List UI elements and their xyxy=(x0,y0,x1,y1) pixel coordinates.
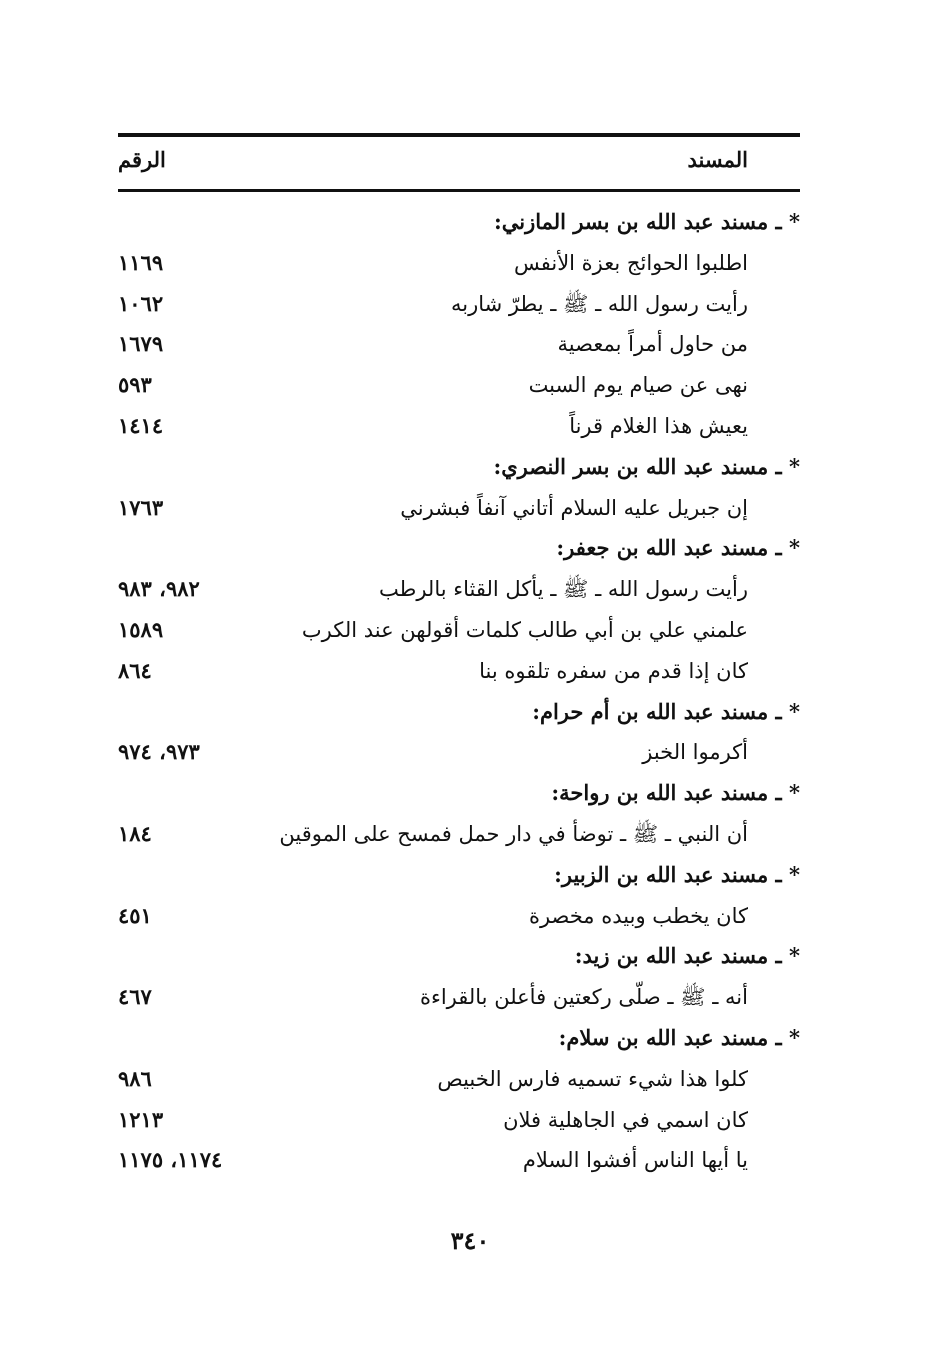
hadith-number: ١١٦٩ xyxy=(118,249,164,275)
index-page xyxy=(118,133,800,1181)
section-title: * ـ مسند عبد الله بن زيد: xyxy=(574,943,800,969)
section-heading xyxy=(118,202,800,243)
hadith-text: من حاول أمراً بمعصية xyxy=(557,332,748,357)
hadith-text: كان يخطب وبيده مخصرة xyxy=(528,903,748,928)
list-item xyxy=(118,284,800,325)
hadith-text: علمني علي بن أبي طالب كلمات أقولهن عند الكرب xyxy=(301,617,748,642)
list-item xyxy=(118,243,800,284)
hadith-text: أنه ـ ﷺ ـ صلّى ركعتين فأعلن بالقراءة xyxy=(419,985,748,1010)
header-bottom-rule xyxy=(118,189,800,192)
list-item xyxy=(118,651,800,692)
list-item xyxy=(118,1059,800,1100)
section-heading xyxy=(118,447,800,488)
hadith-number: ١٠٦٢ xyxy=(118,290,164,316)
column-header-raqm: الرقم xyxy=(118,147,166,172)
hadith-number: ٤٦٧ xyxy=(118,984,152,1010)
hadith-number: ٤٥١ xyxy=(118,902,152,928)
list-item xyxy=(118,610,800,651)
section-heading xyxy=(118,1018,800,1059)
hadith-text: كلوا هذا شيء تسميه فارس الخبيص xyxy=(437,1066,748,1091)
list-item xyxy=(118,488,800,529)
hadith-text: يعيش هذا الغلام قرناً xyxy=(569,413,748,438)
section-title: * ـ مسند عبد الله بن سلام: xyxy=(558,1024,800,1050)
hadith-number: ٥٩٣ xyxy=(118,372,152,398)
list-item xyxy=(118,324,800,365)
index-list xyxy=(118,202,800,1181)
section-title: * ـ مسند عبد الله بن أم حرام: xyxy=(532,698,800,724)
hadith-number: ١٢١٣ xyxy=(118,1106,164,1132)
section-title: * ـ مسند عبد الله بن بسر المازني: xyxy=(494,209,800,234)
hadith-text: رأيت رسول الله ـ ﷺ ـ يطرّ شاربه xyxy=(450,291,748,316)
section-heading xyxy=(118,855,800,896)
hadith-text: كان اسمي في الجاهلية فلان xyxy=(503,1107,748,1132)
list-item xyxy=(118,1140,800,1181)
hadith-number: ١٤١٤ xyxy=(118,412,164,438)
list-item xyxy=(118,1100,800,1141)
section-title: * ـ مسند عبد الله بن جعفر: xyxy=(556,535,800,561)
list-item xyxy=(118,814,800,855)
hadith-text: إن جبريل عليه السلام أتاني آنفاً فبشرني xyxy=(400,495,748,520)
hadith-text: اطلبوا الحوائج بعزة الأنفس xyxy=(513,250,748,275)
hadith-number: ١٦٧٩ xyxy=(118,331,164,357)
list-item xyxy=(118,896,800,937)
hadith-text: كان إذا قدم من سفره تلقوه بنا xyxy=(479,658,748,683)
section-heading xyxy=(118,936,800,977)
hadith-text: رأيت رسول الله ـ ﷺ ـ يأكل القثاء بالرطب xyxy=(379,577,748,602)
list-item xyxy=(118,732,800,773)
table-header xyxy=(118,137,800,189)
section-title: * ـ مسند عبد الله بن الزبير: xyxy=(554,861,800,887)
hadith-text: نهى عن صيام يوم السبت xyxy=(528,373,748,398)
hadith-number: ٩٨٦ xyxy=(118,1065,152,1091)
section-heading xyxy=(118,692,800,733)
hadith-number: ٨٦٤ xyxy=(118,657,152,683)
hadith-text: يا أيها الناس أفشوا السلام xyxy=(522,1148,748,1173)
section-title: * ـ مسند عبد الله بن رواحة: xyxy=(551,780,800,806)
page-number: ٣٤٠ xyxy=(450,1226,490,1255)
hadith-text: أن النبي ـ ﷺ ـ توضأ في دار حمل فمسح على الموقين xyxy=(279,821,748,846)
hadith-number: ٩٨٢، ٩٨٣ xyxy=(118,576,200,602)
hadith-number: ١٥٨٩ xyxy=(118,616,164,642)
column-header-musnad: المسند xyxy=(687,147,748,172)
list-item xyxy=(118,977,800,1018)
hadith-number: ١٧٦٣ xyxy=(118,494,164,520)
hadith-text: أكرموا الخبز xyxy=(642,740,748,765)
hadith-number: ٩٧٣، ٩٧٤ xyxy=(118,739,200,765)
list-item xyxy=(118,569,800,610)
section-heading xyxy=(118,528,800,569)
hadith-number: ١٨٤ xyxy=(118,820,152,846)
section-title: * ـ مسند عبد الله بن بسر النصري: xyxy=(493,453,800,479)
hadith-number: ١١٧٤، ١١٧٥ xyxy=(118,1147,223,1173)
list-item xyxy=(118,365,800,406)
list-item xyxy=(118,406,800,447)
section-heading xyxy=(118,773,800,814)
